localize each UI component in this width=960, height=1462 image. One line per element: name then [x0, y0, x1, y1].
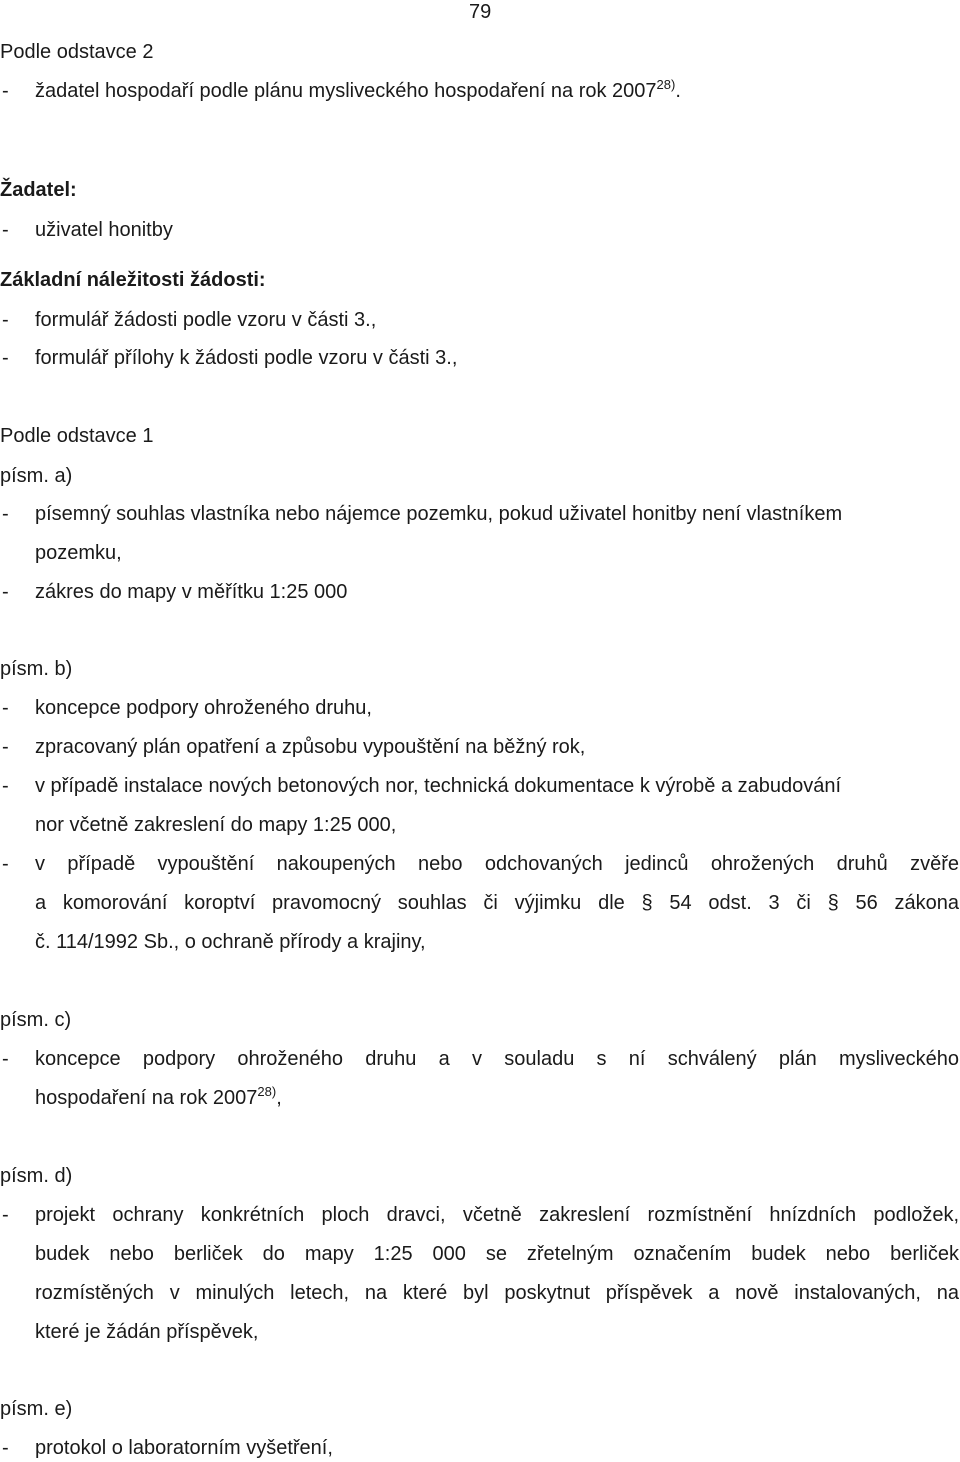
list-item: protokol o laboratorním vyšetření, — [35, 1437, 333, 1459]
list-item: písemný souhlas vlastníka nebo nájemce pozemku, pokud uživatel honitby není vlastníkem — [35, 503, 843, 525]
list-item-continuation: č. 114/1992 Sb., o ochraně přírody a krajiny, — [35, 931, 426, 953]
bullet: - — [2, 1048, 9, 1070]
section-heading: Žadatel: — [0, 179, 77, 201]
subsection-heading: písm. e) — [0, 1398, 73, 1420]
bullet: - — [2, 347, 9, 369]
list-item-continuation: a komorování koroptví pravomocný souhlas či výjimku dle § 54 odst. 3 či § 56 zákona — [35, 892, 959, 914]
list-item-continuation: pozemku, — [35, 542, 122, 564]
list-item: zpracovaný plán opatření a způsobu vypouštění na běžný rok, — [35, 736, 586, 758]
list-item: projekt ochrany konkrétních ploch dravci, včetně zakreslení rozmístnění hnízdních podložek, — [35, 1204, 959, 1226]
list-item-continuation: rozmístěných v minulých letech, na které byl poskytnut příspěvek a nově instalovaných, na — [35, 1282, 959, 1304]
bullet: - — [2, 219, 9, 241]
page-number: 79 — [469, 1, 492, 23]
bullet: - — [2, 581, 9, 603]
bullet: - — [2, 80, 9, 102]
section-heading: Podle odstavce 2 — [0, 41, 154, 63]
list-item: uživatel honitby — [35, 219, 173, 241]
bullet: - — [2, 1204, 9, 1226]
list-item: v případě instalace nových betonových nor, technická dokumentace k výrobě a zabudování — [35, 775, 842, 797]
list-item: koncepce podpory ohroženého druhu, — [35, 697, 372, 719]
bullet: - — [2, 697, 9, 719]
section-heading: Základní náležitosti žádosti: — [0, 269, 266, 291]
subsection-heading: písm. a) — [0, 465, 73, 487]
section-heading: Podle odstavce 1 — [0, 425, 154, 447]
bullet: - — [2, 503, 9, 525]
list-item: formulář přílohy k žádosti podle vzoru v části 3., — [35, 347, 458, 369]
bullet: - — [2, 736, 9, 758]
bullet: - — [2, 1437, 9, 1459]
list-item-continuation: budek nebo berliček do mapy 1:25 000 se zřetelným označením budek nebo berliček — [35, 1243, 959, 1265]
list-item-continuation: hospodaření na rok 2007$^{28)}$, — [35, 1084, 282, 1109]
subsection-heading: písm. d) — [0, 1165, 73, 1187]
bullet: - — [2, 309, 9, 331]
list-item: v případě vypouštění nakoupených nebo odchovaných jedinců ohrožených druhů zvěře — [35, 853, 959, 875]
list-item: žadatel hospodaří podle plánu mysliveckého hospodaření na rok 2007$^{28)}$. — [35, 77, 681, 102]
subsection-heading: písm. c) — [0, 1009, 72, 1031]
list-item: formulář žádosti podle vzoru v části 3., — [35, 309, 377, 331]
list-item-continuation: které je žádán příspěvek, — [35, 1321, 259, 1343]
list-item-continuation: nor včetně zakreslení do mapy 1:25 000, — [35, 814, 397, 836]
list-item: koncepce podpory ohroženého druhu a v souladu s ní schválený plán mysliveckého — [35, 1048, 959, 1070]
subsection-heading: písm. b) — [0, 658, 73, 680]
bullet: - — [2, 775, 9, 797]
bullet: - — [2, 853, 9, 875]
list-item: zákres do mapy v měřítku 1:25 000 — [35, 581, 348, 603]
